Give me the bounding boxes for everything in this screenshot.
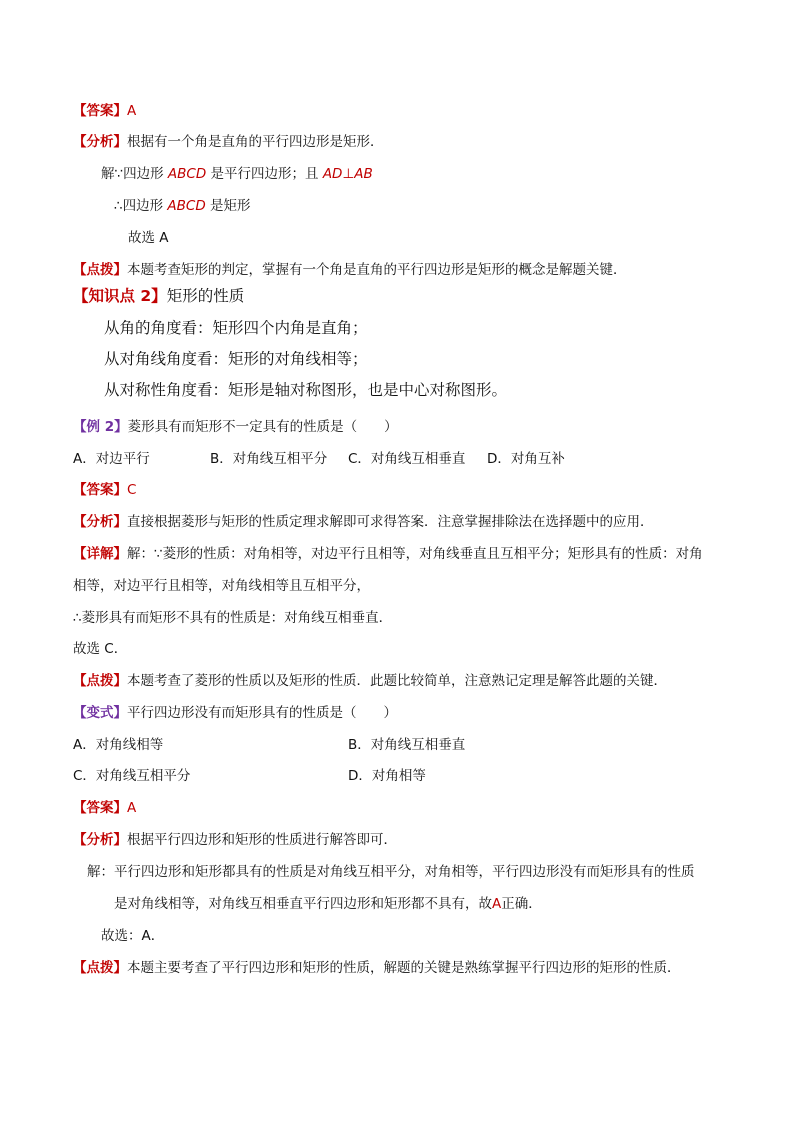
analysis-text: 根据平行四边形和矩形的性质进行解答即可． (127, 832, 397, 848)
knowledge-line-2: 从对角线角度看：矩形的对角线相等； (104, 350, 368, 368)
example-question (73, 418, 398, 436)
tip-tag: 【点拨】 (73, 262, 127, 278)
answer-line-2 (73, 481, 136, 499)
analysis-tag: 【分析】 (73, 134, 127, 150)
solution-mid: 是平行四边形；且 (210, 166, 319, 182)
analysis-line-1 (73, 133, 384, 151)
choose-line-3: 故选：A． (101, 928, 165, 944)
abcd-label-2: ABCD (167, 198, 206, 214)
analysis-tag: 【分析】 (73, 832, 127, 848)
variant-option-b: B．对角线互相垂直 (348, 737, 466, 753)
analysis-text: 直接根据菱形与矩形的性质定理求解即可求得答案．注意掌握排除法在选择题中的应用． (127, 514, 654, 530)
solution-letter: A (492, 896, 502, 912)
therefore-line (114, 197, 251, 215)
therefore-prefix: ∴四边形 (114, 198, 164, 214)
detail-line-1 (73, 545, 703, 563)
variant-solution-line-2 (114, 895, 542, 913)
tip-tag: 【点拨】 (73, 960, 127, 976)
knowledge-line-1: 从角的角度看：矩形四个内角是直角； (104, 319, 368, 337)
variant-tag: 【变式】 (73, 705, 127, 721)
example-option-c: C．对角线互相垂直 (348, 451, 466, 467)
answer-tag: 【答案】 (73, 800, 127, 816)
answer-line-3 (73, 799, 136, 817)
variant-option-c: C．对角线互相平分 (73, 768, 191, 784)
therefore-suffix: 是矩形 (210, 198, 251, 214)
detail-text-1: 解：∵菱形的性质：对角相等，对边平行且相等，对角线垂直且互相平分；矩形具有的性质：对角 (127, 546, 703, 562)
solution-prefix: 是对角线相等，对角线互相垂直平行四边形和矩形都不具有，故 (114, 896, 492, 912)
detail-tag: 【详解】 (73, 546, 127, 562)
example-option-b: B．对角线互相平分 (210, 451, 328, 467)
tip-line-3 (73, 959, 681, 977)
answer-tag: 【答案】 (73, 103, 127, 119)
solution-line-1 (101, 165, 373, 183)
detail-line-2: 相等，对边平行且相等，对角线相等且互相平分， (73, 578, 370, 594)
choose-text: 故选 A (128, 230, 169, 246)
tip-text: 本题考查了菱形的性质以及矩形的性质．此题比较简单，注意熟记定理是解答此题的关键． (127, 673, 667, 689)
variant-solution-line-1: 解：平行四边形和矩形都具有的性质是对角线互相平分，对角相等，平行四边形没有而矩形具有的性质 (87, 864, 695, 880)
variant-option-d: D．对角相等 (348, 768, 426, 784)
choose-line-1 (128, 229, 169, 247)
answer-value: A (127, 103, 137, 119)
example-question-text: 菱形具有而矩形不一定具有的性质是（ ） (127, 419, 398, 435)
solution-suffix: 正确． (501, 896, 542, 912)
tip-line-1 (73, 261, 627, 279)
answer-value: C (127, 482, 137, 498)
analysis-line-3 (73, 831, 397, 849)
knowledge-tag: 【知识点 2】 (73, 287, 167, 305)
example-tag: 【例 2】 (73, 419, 128, 435)
example-option-d: D．对角互补 (487, 451, 565, 467)
detail-line-3: ∴菱形具有而矩形不具有的性质是：对角线互相垂直． (73, 610, 393, 626)
solution-prefix: 解∵四边形 (101, 166, 164, 182)
example-option-a: A．对边平行 (73, 451, 150, 467)
tip-text: 本题考查矩形的判定，掌握有一个角是直角的平行四边形是矩形的概念是解题关键． (127, 262, 627, 278)
ad-perp-ab: AD⊥AB (322, 166, 373, 182)
tip-tag: 【点拨】 (73, 673, 127, 689)
analysis-text: 根据有一个角是直角的平行四边形是矩形． (127, 134, 384, 150)
answer-tag: 【答案】 (73, 482, 127, 498)
analysis-tag: 【分析】 (73, 514, 127, 530)
abcd-label: ABCD (167, 166, 207, 182)
answer-line-1 (73, 102, 136, 120)
answer-value: A (127, 800, 137, 816)
knowledge-heading (73, 286, 244, 307)
choose-line-2: 故选 C． (73, 641, 128, 657)
knowledge-line-3: 从对称性角度看：矩形是轴对称图形，也是中心对称图形。 (104, 381, 508, 399)
variant-option-a: A．对角线相等 (73, 737, 164, 753)
tip-line-2 (73, 672, 667, 690)
knowledge-title: 矩形的性质 (166, 287, 245, 305)
variant-question-text: 平行四边形没有而矩形具有的性质是（ ） (127, 705, 397, 721)
analysis-line-2 (73, 513, 654, 531)
tip-text: 本题主要考查了平行四边形和矩形的性质，解题的关键是熟练掌握平行四边形的矩形的性质． (127, 960, 681, 976)
variant-question (73, 704, 397, 722)
